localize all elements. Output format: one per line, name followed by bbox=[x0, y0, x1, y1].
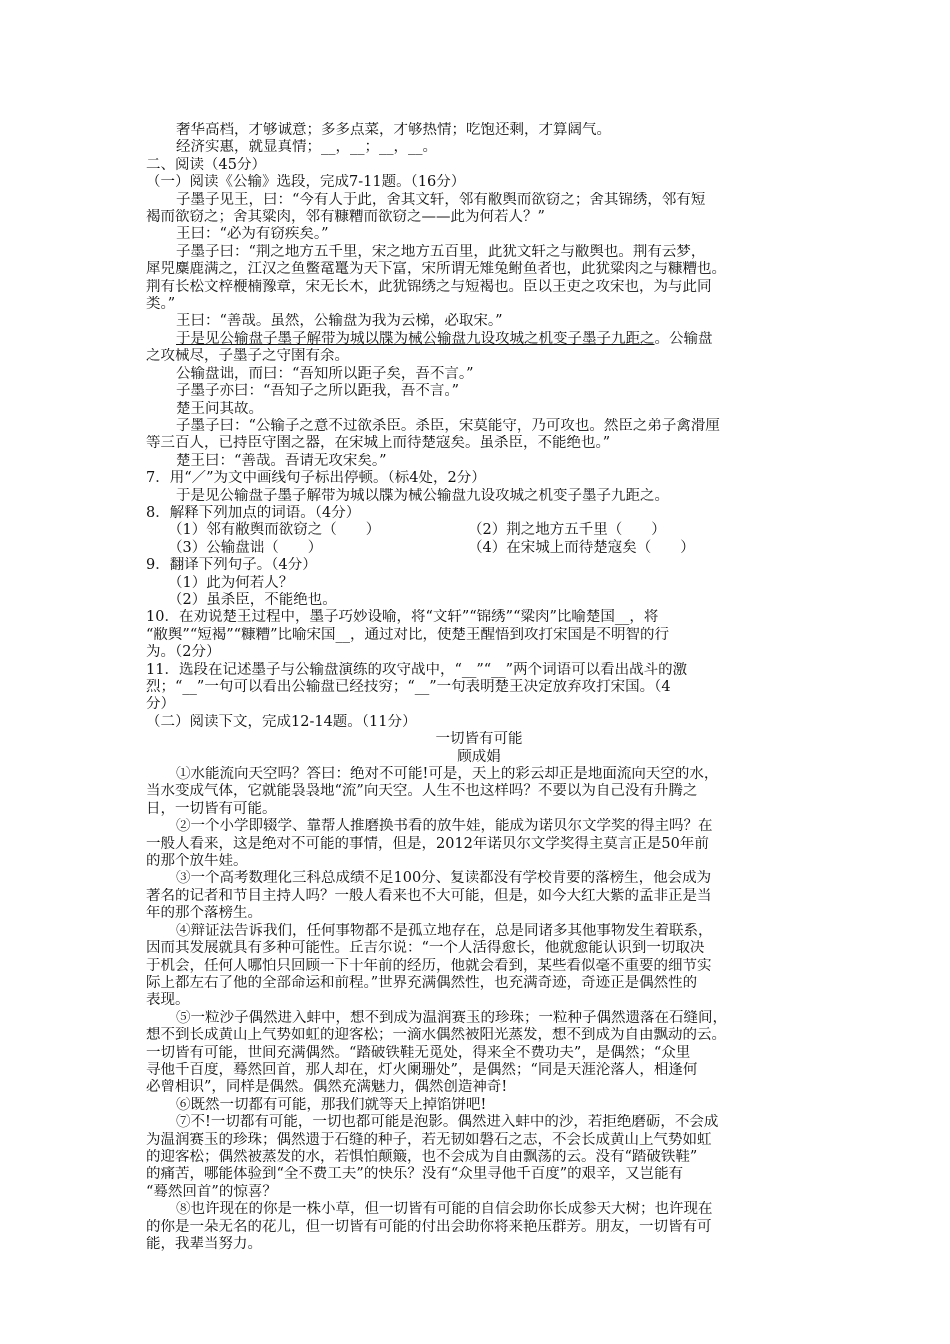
text-line: ①水能流向天空吗？答曰：绝对不可能!可是，天上的彩云却正是地面流向天空的水， bbox=[176, 766, 719, 783]
text-line: 公输盘诎，而曰：“吾知所以距子矣，吾不言。” bbox=[176, 365, 474, 382]
question-9-item: （1）此为何若人？ bbox=[168, 574, 294, 591]
text-line: 犀兕麋鹿满之，江汉之鱼鳖鼋鼍为天下富，宋所谓无雉兔鲋鱼者也，此犹粱肉之与糠糟也。 bbox=[146, 261, 726, 278]
underlined-sentence: 于是见公输盘子墨子解带为城以牒为械公输盘九设攻城之机变子墨子九距之 bbox=[176, 330, 655, 347]
text-line: 为温润赛玉的珍珠；偶然遗于石缝的种子，若无韧如磐石之志，不会长成黄山上气势如虹 bbox=[146, 1131, 712, 1148]
question-8: 8．解释下列加点的词语。（4分） bbox=[146, 504, 361, 521]
text-line: 著名的记者和节目主持人吗？一般人看来也不大可能，但是，如今大红大紫的孟非正是当 bbox=[146, 887, 712, 904]
section-heading: 二、阅读（45分） bbox=[146, 156, 266, 173]
text-line: 日，一切皆有可能。 bbox=[146, 800, 277, 817]
text-line: 于是见公输盘子墨子解带为城以牒为械公输盘九设攻城之机变子墨子九距之。 bbox=[176, 487, 669, 504]
text-line: 表现。 bbox=[146, 992, 190, 1009]
question-10: 10．在劝说楚王过程中，墨子巧妙设喻，将“文轩”“锦绣”“粱肉”比喻楚国__，将 bbox=[146, 609, 659, 626]
text-line: 因而其发展就具有多种可能性。丘吉尔说：“一个人活得愈长，他就愈能认识到一切取决 bbox=[146, 940, 705, 957]
text-line: ⑤一粒沙子偶然进入蚌中，想不到成为温润赛玉的珍珠；一粒种子偶然遗落在石缝间， bbox=[176, 1009, 727, 1026]
text-line: 子墨子曰：“公输子之意不过欲杀臣。杀臣，宋莫能守，乃可攻也。然臣之弟子禽滑厘 bbox=[176, 417, 720, 434]
question-8-row bbox=[146, 522, 812, 539]
text-line: 分） bbox=[146, 696, 175, 713]
text-fragment: 。公输盘 bbox=[654, 330, 713, 347]
question-9: 9．翻译下列句子。（4分） bbox=[146, 557, 317, 574]
question-7: 7．用“／”为文中画线句子标出停顿。（标4处，2分） bbox=[146, 470, 486, 487]
text-line: 类。” bbox=[146, 296, 176, 313]
text-line: 的迎客松；偶然被蒸发的水，若惧怕颠簸，也不会成为自由飘荡的云。没有“踏破铁鞋” bbox=[146, 1148, 698, 1165]
text-line: 子墨子曰：“荆之地方五千里，宋之地方五百里，此犹文轩之与敝舆也。荆有云梦， bbox=[176, 243, 706, 260]
text-line: 一切皆有可能，世间充满偶然。“踏破铁鞋无觅处，得来全不费功夫”，是偶然；“众里 bbox=[146, 1044, 691, 1061]
text-line: 当水变成气体，它就能袅袅地“流”向天空。人生不也这样吗？不要以为自己没有升腾之 bbox=[146, 783, 698, 800]
text-line: “蓦然回首”的惊喜？ bbox=[146, 1183, 277, 1200]
article-author: 顾成娟 bbox=[457, 748, 501, 765]
question-8-item: （4）在宋城上而待楚寇矣（ ） bbox=[468, 539, 695, 556]
text-line: “敝舆”“短褐”“糠糟”比喻宋国__，通过对比，使楚王醒悟到攻打宋国是不明智的行 bbox=[146, 626, 669, 643]
text-line: 褐而欲窃之；舍其粱肉，邻有糠糟而欲窃之——此为何若人？” bbox=[146, 209, 545, 226]
text-line: ③一个高考数理化三科总成绩不足100分、复读都没有学校肯要的落榜生，他会成为 bbox=[176, 870, 712, 887]
question-8-row bbox=[146, 540, 812, 557]
text-line: 的那个放牛娃。 bbox=[146, 853, 248, 870]
text-line: 经济实惠，就显真情；__，__；__，__。 bbox=[176, 139, 437, 156]
text-line: ⑦不!一切都有可能，一切也都可能是泡影。偶然进入蚌中的沙，若拒绝磨砺，不会成 bbox=[176, 1114, 719, 1131]
text-line: 奢华高档，才够诚意；多多点菜，才够热情；吃饱还剩，才算阔气。 bbox=[176, 122, 611, 138]
text-line: 想不到长成黄山上气势如虹的迎客松；一滴水偶然被阳光蒸发，想不到成为自由飘动的云。 bbox=[146, 1027, 726, 1044]
question-9-item: （2）虽杀臣，不能绝也。 bbox=[168, 591, 337, 608]
question-8-item: （1）邻有敝舆而欲窃之（ ） bbox=[168, 522, 381, 539]
text-line: 等三百人，已持臣守圉之器，在宋城上而待楚寇矣。虽杀臣，不能绝也。” bbox=[146, 435, 611, 452]
question-8-item: （3）公输盘诎（ ） bbox=[168, 539, 323, 556]
text-line: 为。（2分） bbox=[146, 644, 221, 661]
text-line: 寻他千百度，蓦然回首，那人却在，灯火阑珊处”，是偶然；“同是天涯沦落人，相逢何 bbox=[146, 1061, 698, 1078]
text-line: 子墨子亦曰：“吾知子之所以距我，吾不言。” bbox=[176, 383, 460, 400]
text-line: 楚王曰：“善哉。吾请无攻宋矣。” bbox=[176, 452, 387, 469]
text-line: ⑥既然一切都有可能，那我们就等天上掉馅饼吧! bbox=[176, 1096, 487, 1113]
text-line: ④辩证法告诉我们，任何事物都不是孤立地存在，总是同诸多其他事物发生着联系， bbox=[176, 922, 713, 939]
text-line: 王曰：“善哉。虽然，公输盘为我为云梯，必取宋。” bbox=[176, 313, 503, 330]
text-line: 年的那个落榜生。 bbox=[146, 905, 262, 922]
text-line: 烈；“__”一句可以看出公输盘已经技穷；“__”一句表明楚王决定放弃攻打宋国。（4 bbox=[146, 679, 671, 695]
text-line: 的痛苦，哪能体验到“全不费工夫”的快乐？没有“众里寻他千百度”的艰辛，又岂能有 bbox=[146, 1166, 684, 1183]
text-line: 的你是一朵无名的花儿，但一切皆有可能的付出会助你将来艳压群芳。朋友，一切皆有可 bbox=[146, 1218, 712, 1235]
text-line: 荆有长松文梓楩楠豫章，宋无长木，此犹锦绣之与短褐也。臣以王吏之攻宋也，为与此同 bbox=[146, 278, 712, 295]
subsection-heading: （一）阅读《公输》选段，完成7-11题。（16分） bbox=[146, 174, 466, 191]
text-line: ②一个小学即辍学、靠帮人推磨换书看的放牛娃，能成为诺贝尔文学奖的得主吗？在 bbox=[176, 818, 713, 835]
text-line bbox=[146, 331, 812, 348]
text-line: 一般人看来，这是绝对不可能的事情，但是，2012年诺贝尔文学奖得主莫言正是50年前 bbox=[146, 835, 709, 852]
article-title: 一切皆有可能 bbox=[435, 731, 523, 748]
text-line: ⑧也许现在的你是一株小草，但一切皆有可能的自信会助你长成参天大树；也许现在 bbox=[176, 1201, 713, 1218]
text-line: 子墨子见王，曰：“今有人于此，舍其文轩，邻有敝舆而欲窃之；舍其锦绣，邻有短 bbox=[176, 191, 706, 208]
question-8-item: （2）荆之地方五千里（ ） bbox=[468, 522, 666, 539]
text-line: 楚王问其故。 bbox=[176, 400, 263, 417]
subsection-heading: （二）阅读下文，完成12-14题。（11分） bbox=[146, 713, 417, 730]
text-line: 际上都左右了他的全部命运和前程。”世界充满偶然性，也充满奇迹，奇迹正是偶然性的 bbox=[146, 974, 698, 991]
text-line: 王曰：“必为有窃疾矣。” bbox=[176, 226, 329, 243]
text-line: 能，我辈当努力。 bbox=[146, 1236, 262, 1252]
text-line: 之攻械尽，子墨子之守圉有余。 bbox=[146, 348, 349, 365]
document-body bbox=[146, 122, 812, 1253]
text-line: 于机会，任何人哪怕只回顾一下十年前的经历，他就会看到，某些看似毫不重要的细节实 bbox=[146, 957, 712, 974]
text-line: 必曾相识”，同样是偶然。偶然充满魅力，偶然创造神奇! bbox=[146, 1079, 508, 1096]
question-11: 11．选段在记述墨子与公输盘演练的攻守战中，“__”“__”两个词语可以看出战斗的激 bbox=[146, 661, 688, 678]
